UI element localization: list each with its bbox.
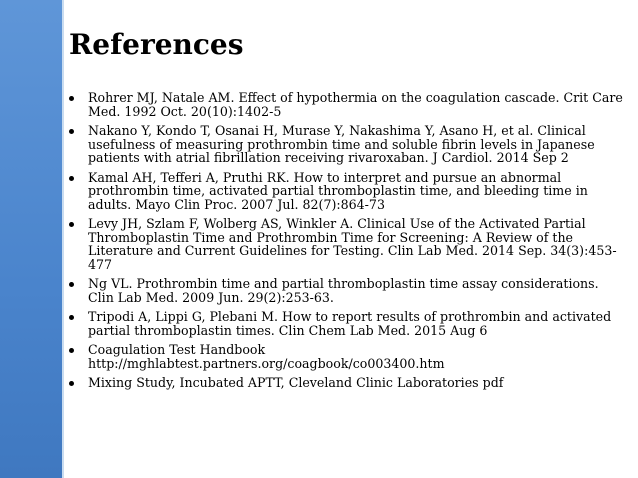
reference-text: Levy JH, Szlam F, Wolberg AS, Winkler A. Clinical Use of the Activated Partial Thromboplastin Time and Prothrombin Time for Screening: A Review of the Literature and Current Guidelines for Testing. Clin Lab Med. 2014 Sep. 34(3):453-477: [88, 216, 617, 272]
sidebar-edge: [62, 0, 64, 478]
bullet-icon: [69, 282, 74, 287]
reference-item: [69, 171, 625, 212]
bullet-icon: [69, 222, 74, 227]
bullet-icon: [69, 348, 74, 353]
bullet-icon: [69, 315, 74, 320]
reference-text: Nakano Y, Kondo T, Osanai H, Murase Y, Nakashima Y, Asano H, et al. Clinical usefulness of measuring prothrombin time and soluble fibrin levels in Japanese patients with atrial fibrillation receiving rivaroxaban. J Cardiol. 2014 Sep 2: [88, 123, 595, 165]
reference-text: Mixing Study, Incubated APTT, Cleveland Clinic Laboratories pdf: [88, 375, 504, 390]
slide-title: References: [69, 28, 244, 61]
reference-text: Tripodi A, Lippi G, Plebani M. How to report results of prothrombin and activated partial thromboplastin times. Clin Chem Lab Med. 2015 Aug 6: [88, 309, 612, 338]
reference-item: [69, 310, 625, 337]
reference-item: [69, 91, 625, 118]
reference-text: Rohrer MJ, Natale AM. Effect of hypothermia on the coagulation cascade. Crit Care Med. 1992 Oct. 20(10):1402-5: [88, 90, 623, 119]
reference-text: Coagulation Test Handbook http://mghlabtest.partners.org/coagbook/co003400.htm: [88, 342, 445, 371]
reference-item: [69, 124, 625, 165]
sidebar-accent: [0, 0, 62, 478]
bullet-icon: [69, 129, 74, 134]
reference-item: [69, 376, 625, 390]
bullet-icon: [69, 381, 74, 386]
bullet-icon: [69, 176, 74, 181]
reference-item: [69, 277, 625, 304]
reference-text: Ng VL. Prothrombin time and partial thromboplastin time assay considerations. Clin Lab Med. 2009 Jun. 29(2):253-63.: [88, 276, 599, 305]
reference-item: [69, 343, 625, 370]
reference-list: [69, 91, 625, 396]
reference-text: Kamal AH, Tefferi A, Pruthi RK. How to interpret and pursue an abnormal prothrombin time, activated partial thromboplastin time, and bleeding time in adults. Mayo Clin Proc. 2007 Jul. 82(7):864-73: [88, 169, 588, 212]
bullet-icon: [69, 96, 74, 101]
reference-item: [69, 217, 625, 271]
